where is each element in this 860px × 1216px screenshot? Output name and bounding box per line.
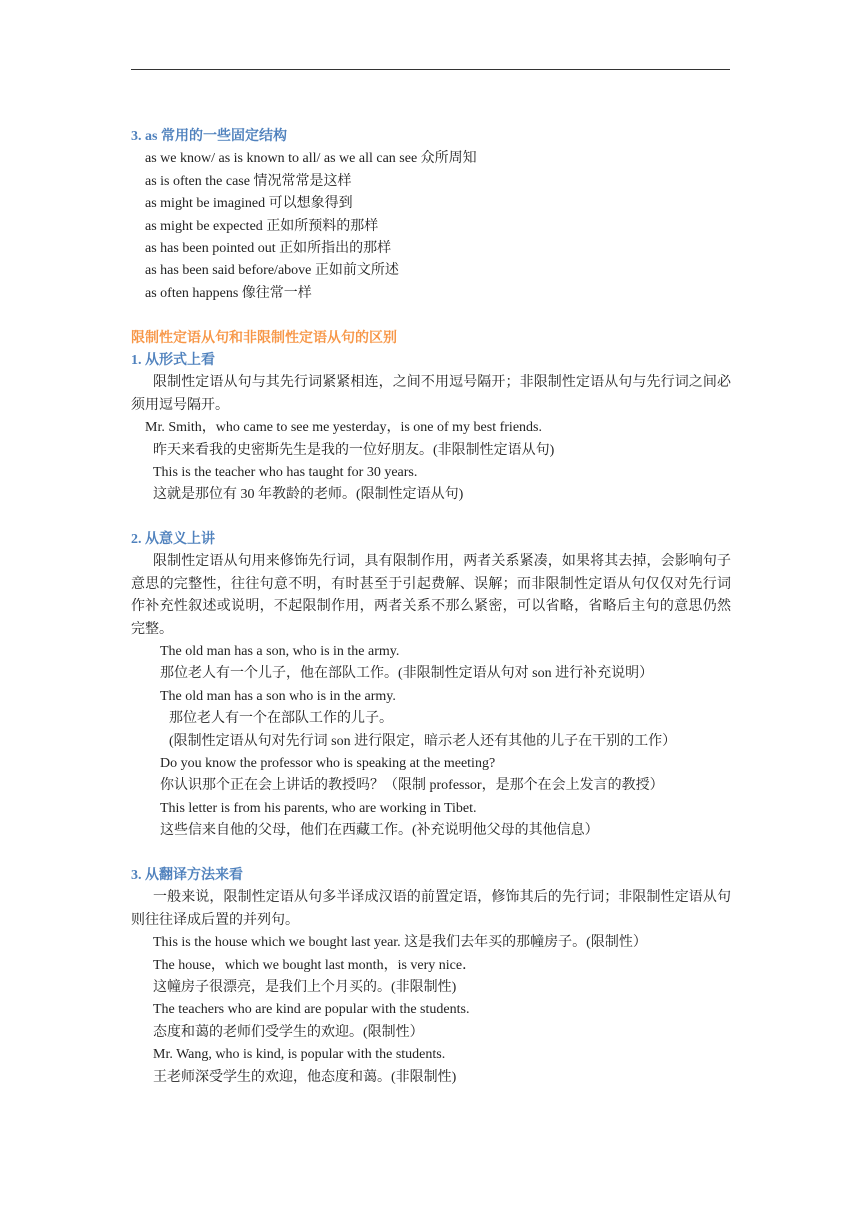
example-line: This letter is from his parents, who are working in Tibet.: [160, 800, 477, 816]
phrase-item: as might be imagined 可以想象得到: [145, 196, 353, 212]
phrase-item: as we know/ as is known to all/ as we all can see 众所周知: [145, 151, 477, 167]
example-line: 昨天来看我的史密斯先生是我的一位好朋友。(非限制性定语从句): [153, 442, 555, 458]
example-line: 这幢房子很漂亮，是我们上个月买的。(非限制性): [153, 979, 457, 995]
main-title: 限制性定语从句和非限制性定语从句的区别: [131, 330, 397, 346]
example-line: Do you know the professor who is speaking at the meeting?: [160, 756, 496, 772]
paragraph: 限制性定语从句用来修饰先行词，具有限制作用，两者关系紧凑，如果将其去掉，会影响句子意思的完整性，往往句意不明，有时甚至于引起费解、误解；而非限制性定语从句仅仅对先行词作补充性叙述或说明，不起限制作用，两者关系不那么紧密，可以省略，省略后主句的意思仍然完整。: [131, 554, 731, 637]
section-title: 3. 从翻译方法来看: [131, 867, 243, 883]
example-line: The old man has a son, who is in the army.: [160, 644, 400, 660]
phrase-item: as might be expected 正如所预料的那样: [145, 218, 379, 234]
example-line: The old man has a son who is in the army.: [160, 688, 396, 704]
document-body: [131, 126, 731, 1089]
example-line: 你认识那个正在会上讲话的教授吗？（限制 professor，是那个在会上发言的教授）: [160, 778, 664, 794]
example-line: 王老师深受学生的欢迎，他态度和蔼。(非限制性): [153, 1069, 457, 1085]
example-line: The house，which we bought last month，is very nice．: [153, 957, 477, 973]
section-title: 1. 从形式上看: [131, 352, 215, 368]
phrase-item: as has been said before/above 正如前文所述: [145, 263, 399, 279]
section-title: 2. 从意义上讲: [131, 532, 215, 548]
example-line: The teachers who are kind are popular with the students.: [153, 1002, 470, 1018]
example-line: This is the house which we bought last year. 这是我们去年买的那幢房子。(限制性）: [153, 935, 647, 951]
section-title: 3. as 常用的一些固定结构: [131, 129, 287, 144]
example-line: 这些信来自他的父母，他们在西藏工作。(补充说明他父母的其他信息）: [160, 823, 599, 839]
example-line: 态度和蔼的老师们受学生的欢迎。(限制性）: [153, 1024, 424, 1040]
example-line: Mr. Smith，who came to see me yesterday，is one of my best friends.: [145, 420, 542, 436]
example-line: 那位老人有一个儿子，他在部队工作。(非限制性定语从句对 son 进行补充说明）: [160, 666, 654, 682]
example-line: (限制性定语从句对先行词 son 进行限定，暗示老人还有其他的儿子在干别的工作）: [169, 733, 677, 749]
example-line: 这就是那位有 30 年教龄的老师。(限制性定语从句): [153, 487, 464, 503]
phrase-item: as has been pointed out 正如所指出的那样: [145, 240, 392, 256]
phrase-item: as often happens 像往常一样: [145, 285, 312, 301]
header-rule: [131, 69, 730, 70]
example-line: 那位老人有一个在部队工作的儿子。: [169, 711, 393, 727]
example-line: This is the teacher who has taught for 30 years.: [153, 464, 418, 480]
paragraph: 一般来说，限制性定语从句多半译成汉语的前置定语，修饰其后的先行词；非限制性定语从句则往往译成后置的并列句。: [131, 890, 731, 928]
paragraph: 限制性定语从句与其先行词紧紧相连，之间不用逗号隔开；非限制性定语从句与先行词之间必须用逗号隔开。: [131, 375, 731, 413]
example-line: Mr. Wang, who is kind, is popular with the students.: [153, 1047, 446, 1063]
phrase-item: as is often the case 情况常常是这样: [145, 173, 352, 189]
